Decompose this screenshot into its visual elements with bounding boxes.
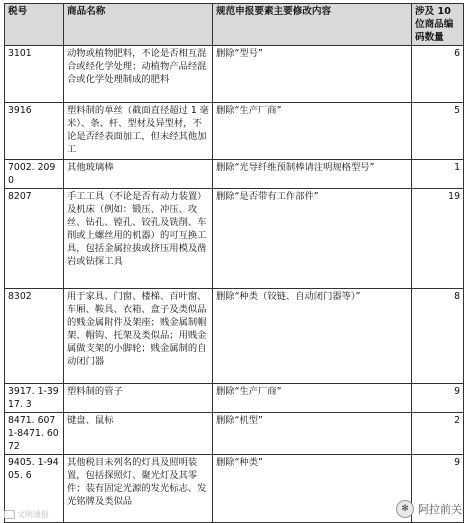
cell-name: 塑料制的单丝（截面直径超过 1 毫米）、条、杆、型材及异型材，不论是否经表面加工，但未经其他加工 bbox=[64, 103, 213, 160]
cell-name: 塑料制的管子 bbox=[64, 384, 213, 413]
cell-count: 6 bbox=[412, 46, 464, 103]
cell-code: 8302 bbox=[5, 289, 64, 384]
table-row bbox=[5, 384, 464, 413]
cell-name: 键盘、鼠标 bbox=[64, 413, 213, 455]
table-row bbox=[5, 46, 464, 103]
table-row bbox=[5, 103, 464, 160]
cell-count: 1 bbox=[412, 160, 464, 189]
watermark-left-text: 文明通报 bbox=[17, 510, 49, 519]
cell-requirement: 删除“是否带有工作部件” bbox=[213, 189, 412, 289]
table-row bbox=[5, 413, 464, 455]
cell-code: 7002. 2090 bbox=[5, 160, 64, 189]
cell-requirement: 删除“光导纤维预制棒请注明规格型号” bbox=[213, 160, 412, 189]
cell-requirement: 删除“生产厂商” bbox=[213, 384, 412, 413]
account-logo-icon: ✻ bbox=[396, 500, 414, 518]
cell-count: 9 bbox=[412, 384, 464, 413]
cell-name: 用于家具、门窗、楼梯、百叶窗、车厢、鞍具、衣箱、盒子及类似品的贱金属附件及架座；贱金属制帽架、帽钩、托架及类似品；用贱金属做支架的小脚轮；贱金属制的自动闭门器 bbox=[64, 289, 213, 384]
cell-code: 8207 bbox=[5, 189, 64, 289]
cell-count: 2 bbox=[412, 413, 464, 455]
table-row bbox=[5, 289, 464, 384]
camera-icon bbox=[4, 510, 15, 519]
tariff-table bbox=[4, 3, 464, 523]
table-row bbox=[5, 160, 464, 189]
header-requirement: 规范申报要素主要修改内容 bbox=[213, 4, 412, 46]
cell-code: 3916 bbox=[5, 103, 64, 160]
cell-requirement: 删除“机型” bbox=[213, 413, 412, 455]
table-row bbox=[5, 455, 464, 523]
cell-code: 3101 bbox=[5, 46, 64, 103]
header-code: 税号 bbox=[5, 4, 64, 46]
cell-requirement: 删除“种类” bbox=[213, 455, 412, 523]
cell-name: 手工工具（不论是否有动力装置）及机床（例如：锻压、冲压、攻丝、钻孔、镗孔、铰孔及铣削、车削或上螺丝用的机器）的可互换工具，包括金属拉拔或挤压用模及凿岩或钻探工具 bbox=[64, 189, 213, 289]
watermark-right-text: 阿拉前关 bbox=[418, 503, 462, 516]
table-row bbox=[5, 189, 464, 289]
header-count: 涉及 10 位商品编码数量 bbox=[412, 4, 464, 46]
cell-requirement: 删除“种类（铰链、自动闭门器等）” bbox=[213, 289, 412, 384]
cell-code: 9405. 1-9405. 6 bbox=[5, 455, 64, 523]
header-row bbox=[5, 4, 464, 46]
cell-requirement: 删除“生产厂商” bbox=[213, 103, 412, 160]
cell-name: 动物或植物肥料，不论是否相互混合或经化学处理；动植物产品经混合或化学处理制成的肥料 bbox=[64, 46, 213, 103]
cell-count: 8 bbox=[412, 289, 464, 384]
cell-requirement: 删除“型号” bbox=[213, 46, 412, 103]
cell-count: 19 bbox=[412, 189, 464, 289]
cell-count: 5 bbox=[412, 103, 464, 160]
watermark-right bbox=[396, 500, 462, 518]
cell-name: 其他玻璃棒 bbox=[64, 160, 213, 189]
header-name: 商品名称 bbox=[64, 4, 213, 46]
watermark-left bbox=[4, 509, 49, 520]
cell-count: 9 bbox=[412, 455, 464, 523]
cell-code: 3917. 1-3917. 3 bbox=[5, 384, 64, 413]
cell-name: 其他税目未列名的灯具及照明装置，包括探照灯、聚光灯及其零件；装有固定光源的发光标志、发光铭牌及类似品 bbox=[64, 455, 213, 523]
cell-code: 8471. 6071-8471. 6072 bbox=[5, 413, 64, 455]
